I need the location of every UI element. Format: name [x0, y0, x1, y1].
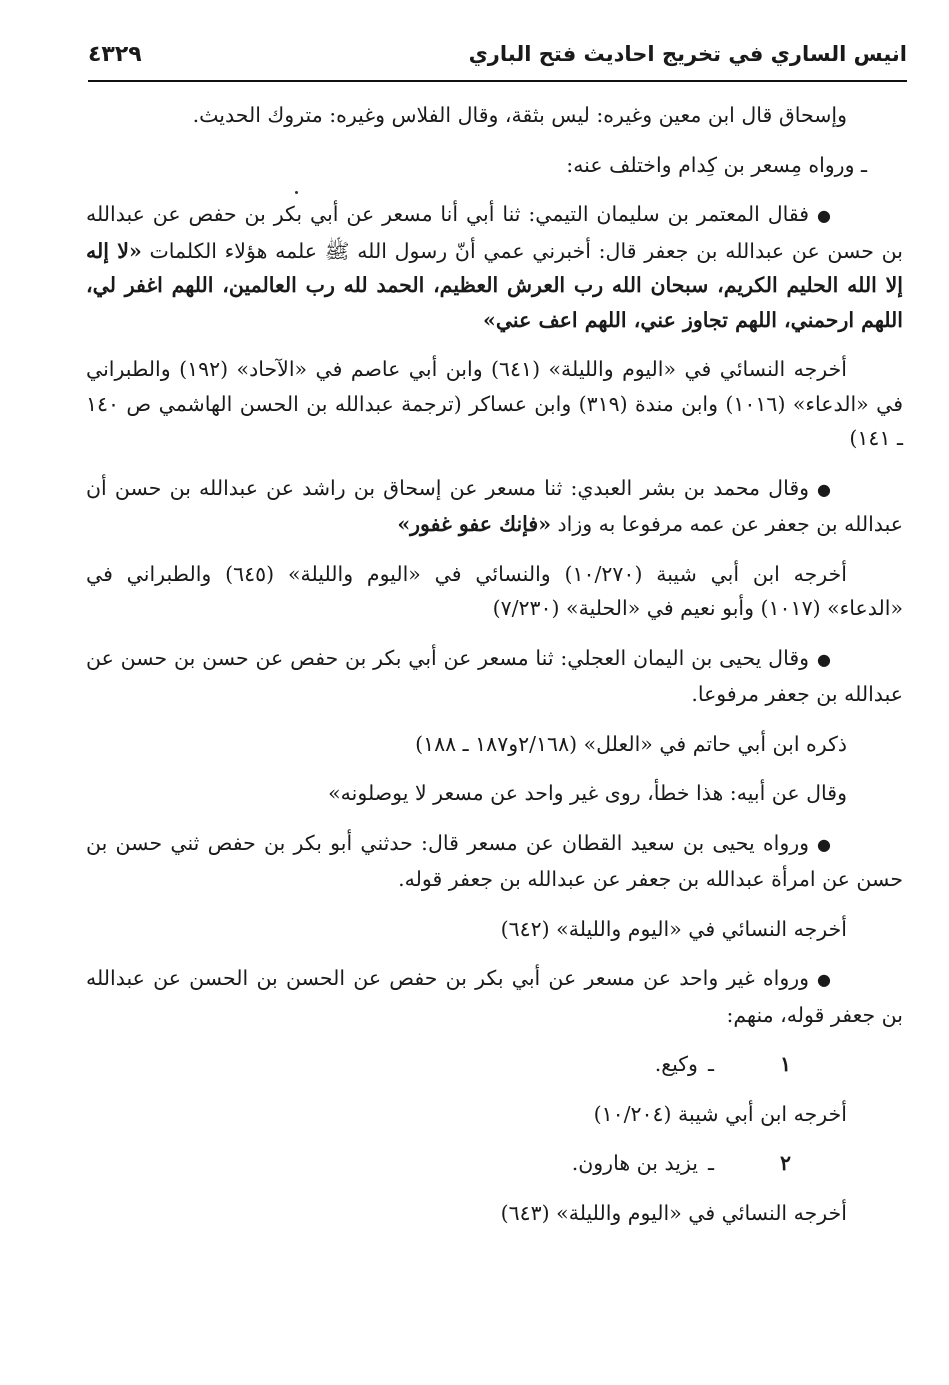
hadith-text: «لا إله إلا الله الحليم الكريم، سبحان الله رب العرش العظيم، الحمد لله رب العالمين، اللهم اغفر لي، اللهم ارحمني، اللهم تجاوز عني، اللهم اعف عني»	[86, 238, 903, 332]
dash-separator: ـ	[707, 1052, 714, 1076]
paragraph-abu-hatim-comment	[86, 776, 903, 811]
paragraph-text: فقال المعتمر بن سليمان التيمي: ثنا أبي أنا مسعر عن أبي بكر بن حفص عن عبدالله بن حسن عن عبدالله بن جعفر قال: أخبرني عمي أنّ رسول الله ﷺ علمه هؤلاء الكلمات	[86, 202, 903, 263]
paragraph-text: وقال محمد بن بشر العبدي: ثنا مسعر عن إسحاق بن راشد عن عبدالله بن حسن أن عبدالله بن جعفر عن عمه مرفوعا به وزاد	[86, 475, 903, 536]
paragraph-text: وإسحاق قال ابن معين وغيره: ليس بثقة، وقال الفلاس وغيره: متروك الحديث.	[192, 103, 847, 127]
paragraph-bishr-narration	[86, 471, 903, 542]
bullet-icon: ●	[817, 649, 831, 669]
header-divider	[88, 80, 907, 82]
page-number: ٤٣٢٩	[88, 42, 142, 67]
running-title: انيس الساري في تخريج احاديث فتح الباري	[468, 42, 907, 66]
paragraph-takhrij-1	[86, 352, 903, 456]
list-number: ١	[779, 1052, 791, 1076]
paragraph-takhrij-3	[86, 912, 903, 947]
bullet-icon: ●	[817, 206, 831, 225]
paragraph-text: أخرجه النسائي في «اليوم والليلة» (٦٤٣)	[500, 1200, 847, 1225]
bullet-icon: ●	[817, 970, 831, 989]
paragraph-text: وقال عن أبيه: هذا خطأ، روى غير واحد عن مسعر لا يوصلونه»	[328, 781, 847, 805]
list-item-text: وكيع.	[654, 1052, 698, 1076]
paragraph-text: ورواه غير واحد عن مسعر عن أبي بكر بن حفص عن الحسن بن الحسن عن عبدالله بن جعفر قوله، منهم:	[86, 966, 903, 1027]
paragraph-qattan-narration	[86, 826, 903, 897]
running-header	[88, 34, 907, 78]
paragraph-multiple-narrators	[86, 961, 903, 1032]
paragraph-text: ورواه يحيى بن سعيد القطان عن مسعر قال: حدثني أبو بكر بن حفص ثني حسن بن حسن عن امرأة عبدالله بن جعفر عن عبدالله بن جعفر قوله.	[86, 830, 903, 891]
bullet-icon: ●	[817, 479, 831, 499]
paragraph-takhrij-4	[86, 1097, 903, 1132]
paragraph-misar-intro	[86, 148, 903, 183]
hadith-text: «فإنك عفو غفور»	[397, 512, 552, 536]
list-item-text: يزيد بن هارون.	[571, 1151, 698, 1175]
paragraph-text: وقال يحيى بن اليمان العجلي: ثنا مسعر عن أبي بكر بن حفص عن حسن بن حسن عن عبدالله بن جعفر مرفوعا.	[86, 645, 903, 706]
bullet-icon: ●	[817, 834, 831, 854]
list-item-waki	[86, 1047, 903, 1082]
paragraph-text: أخرجه ابن أبي شيبة (١٠/٢٠٤)	[593, 1101, 847, 1126]
paragraph-text: أخرجه النسائي في «اليوم والليلة» (٦٤٢)	[500, 916, 847, 941]
paragraph-text: ـ ورواه مِسعر بن كِدام واختلف عنه:	[566, 152, 867, 177]
paragraph-text: ذكره ابن أبي حاتم في «العلل» (٢/١٦٨و١٨٧ ـ ١٨٨)	[415, 731, 847, 756]
list-number: ٢	[779, 1151, 791, 1175]
paragraph-takhrij-2	[86, 557, 903, 626]
main-text	[86, 98, 903, 1245]
paragraph-mutamir-narration	[86, 197, 903, 337]
list-item-yazid	[86, 1146, 903, 1181]
paragraph-takhrij-5	[86, 1196, 903, 1231]
dash-separator: ـ	[707, 1151, 714, 1175]
paragraph-narrator-critique	[86, 98, 903, 133]
paragraph-text: أخرجه النسائي في «اليوم والليلة» (٦٤١) وابن أبي عاصم في «الآحاد» (١٩٢) والطبراني في «الدعاء» (١٠١٦) وابن مندة (٣١٩) وابن عساكر (ترجمة عبدالله بن الحسن الهاشمي ص ١٤٠ ـ ١٤١)	[86, 357, 903, 450]
paragraph-text: أخرجه ابن أبي شيبة (١٠/٢٧٠) والنسائي في «اليوم والليلة» (٦٤٥) والطبراني في «الدعاء» (١٠١٧) وأبو نعيم في «الحلية» (٧/٢٣٠)	[86, 561, 903, 620]
paragraph-yahya-ijli-narration	[86, 641, 903, 712]
paragraph-ilal-reference	[86, 727, 903, 762]
